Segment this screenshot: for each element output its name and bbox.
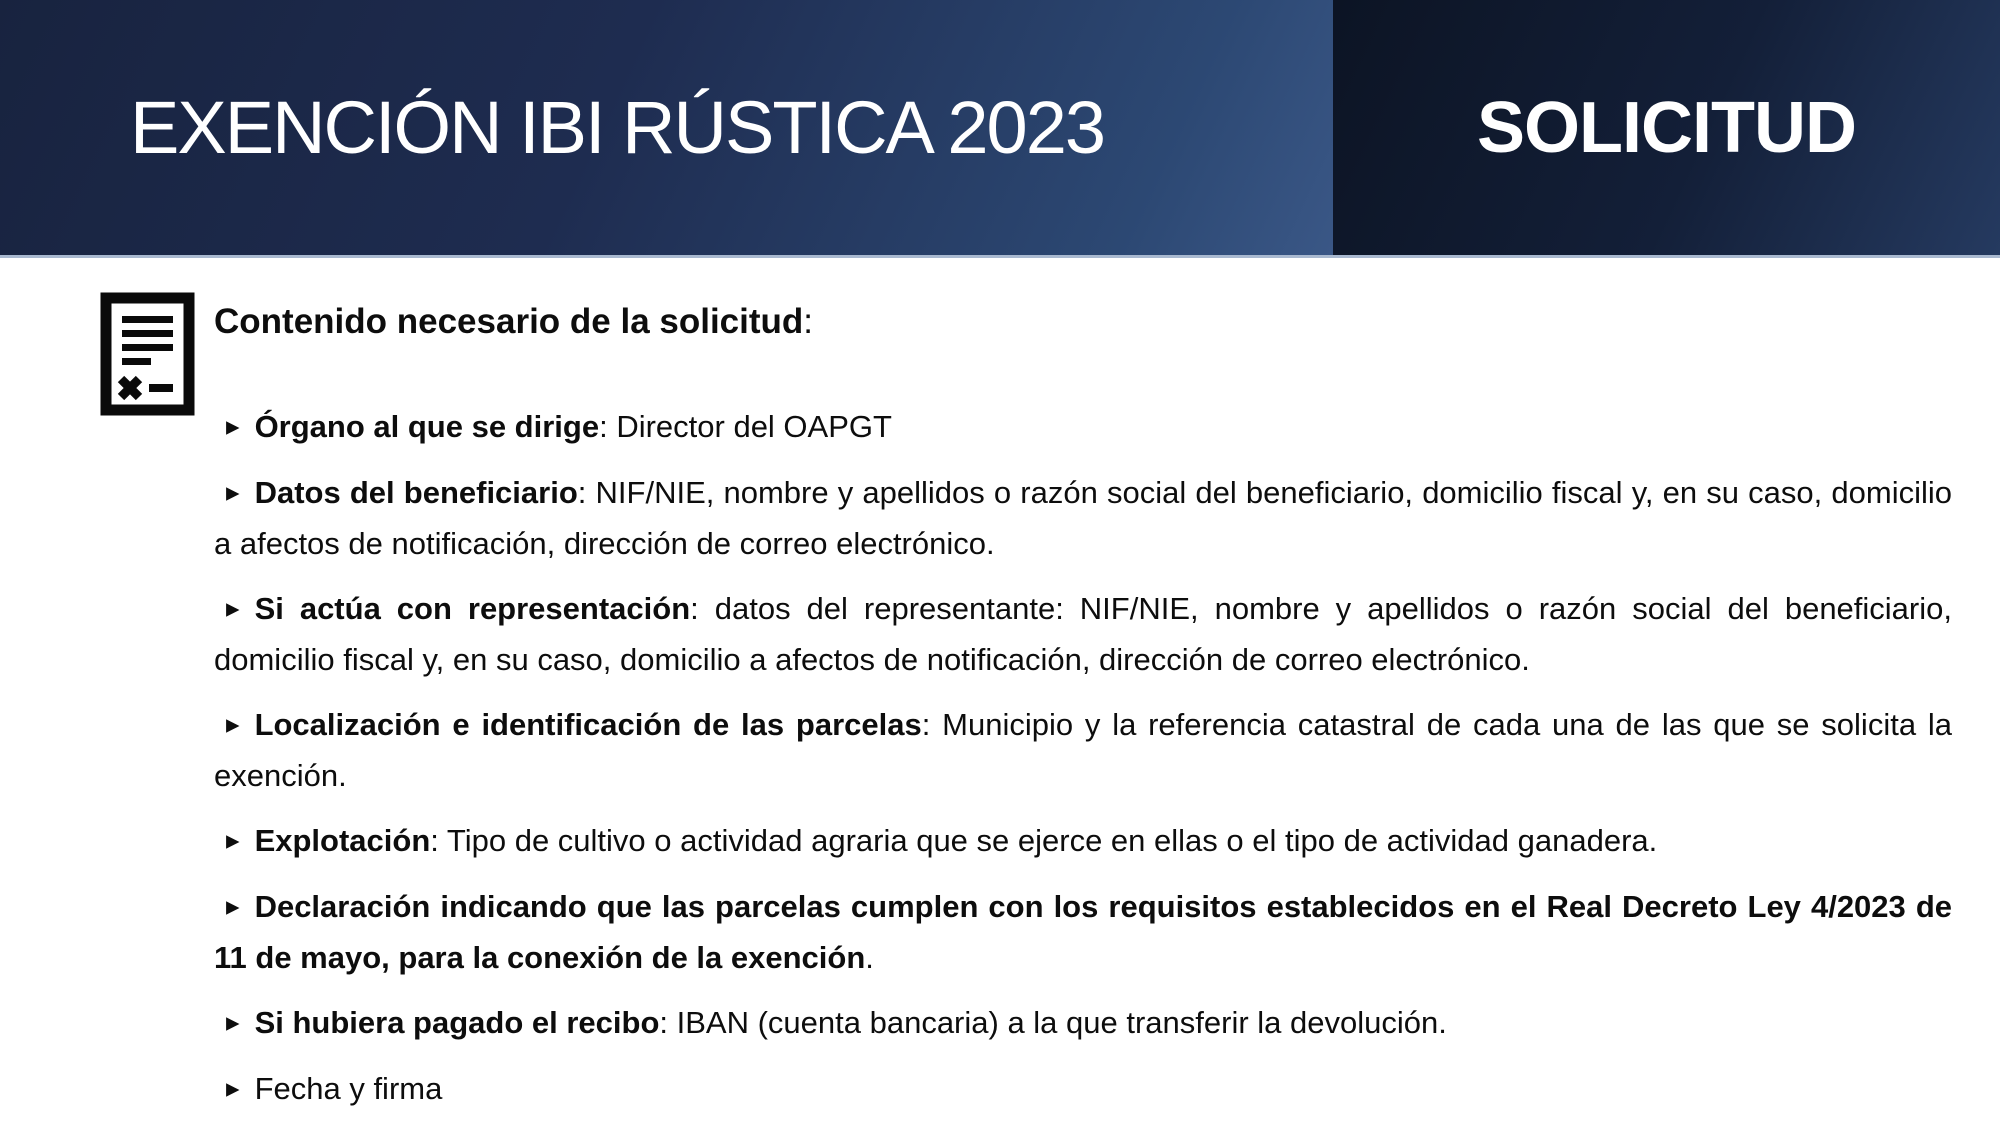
bullet-item	[214, 584, 1952, 685]
triangle-bullet-icon: ▸	[226, 411, 240, 441]
triangle-bullet-icon: ▸	[226, 825, 240, 855]
bullet-item	[214, 468, 1952, 569]
slide-header	[0, 0, 2000, 258]
bullet-text-rest: : Municipio y la referencia catastral de cada una de las que se solicita la exención.	[214, 707, 1952, 793]
bullet-text-bold: Órgano al que se dirige	[254, 409, 600, 444]
header-badge-section	[1333, 0, 2000, 255]
content-heading-rest: :	[803, 302, 814, 341]
bullet-text-rest: : Director del OAPGT	[599, 409, 892, 444]
triangle-bullet-icon: ▸	[226, 1073, 240, 1103]
bullet-item	[214, 700, 1952, 801]
content-heading	[214, 300, 1952, 344]
bullet-item	[214, 998, 1952, 1049]
slide-title: EXENCIÓN IBI RÚSTICA 2023	[130, 86, 1105, 169]
bullet-text-rest: Fecha y firma	[254, 1071, 443, 1106]
slide-badge: SOLICITUD	[1477, 87, 1856, 168]
bullet-text-rest: : IBAN (cuenta bancaria) a la que transferir la devolución.	[659, 1005, 1447, 1040]
bullet-text-rest: .	[865, 940, 874, 975]
triangle-bullet-icon: ▸	[226, 477, 240, 507]
triangle-bullet-icon: ▸	[226, 1007, 240, 1037]
bullet-item	[214, 402, 1952, 453]
bullet-item	[214, 816, 1952, 867]
bullet-item	[214, 882, 1952, 983]
bullet-text-bold: Si actúa con representación	[254, 591, 691, 626]
bullet-text-bold: Declaración indicando que las parcelas cumplen con los requisitos establecidos en el Real Decreto Ley 4/2023 de 11 de mayo, para la conexión de la exención	[214, 889, 1952, 975]
bullet-text-rest: : NIF/NIE, nombre y apellidos o razón social del beneficiario, domicilio fiscal y, en su caso, domicilio a afectos de notificación, dirección de correo electrónico.	[214, 475, 1952, 561]
content-heading-bold: Contenido necesario de la solicitud	[214, 302, 804, 341]
bullet-text-bold: Si hubiera pagado el recibo	[254, 1005, 660, 1040]
bullet-text-rest: : Tipo de cultivo o actividad agraria que se ejerce en ellas o el tipo de actividad ganadera.	[430, 823, 1658, 858]
bullet-text-bold: Localización e identificación de las parcelas	[254, 707, 922, 742]
slide-body	[0, 257, 2000, 1125]
triangle-bullet-icon: ▸	[226, 593, 240, 623]
bullet-list	[214, 402, 1952, 1115]
bullet-text-bold: Explotación	[254, 823, 431, 858]
triangle-bullet-icon: ▸	[226, 709, 240, 739]
bullet-text-rest: : datos del representante: NIF/NIE, nombre y apellidos o razón social del beneficiario, domicilio fiscal y, en su caso, domicilio a afectos de notificación, dirección de correo electrónico.	[214, 591, 1952, 677]
header-title-section	[0, 0, 1333, 255]
bullet-item	[214, 1064, 1952, 1115]
bullet-text-bold: Datos del beneficiario	[254, 475, 578, 510]
triangle-bullet-icon: ▸	[226, 891, 240, 921]
